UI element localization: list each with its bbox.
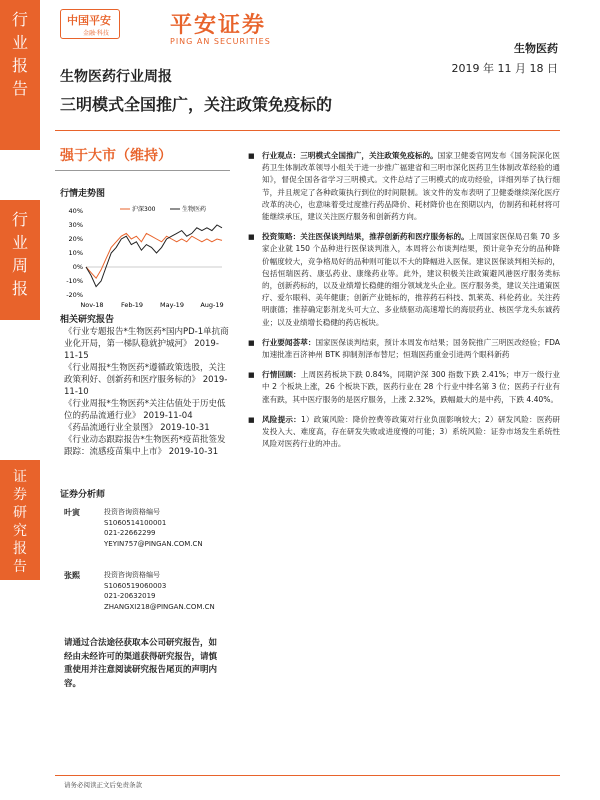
logo-subtext: 金融·科技	[83, 30, 109, 37]
analyst-cert-no: S1060514100001	[104, 518, 167, 527]
ping-an-securities-logo	[170, 8, 271, 46]
series-line	[86, 225, 222, 287]
footer-text: 请务必阅读正文后免责条款	[64, 781, 142, 789]
related-reports-list	[64, 326, 230, 458]
point-body: 上周国家医保局召集 70 多家企业就 150 个品种进行医保谈判准入，本周将公布谈判结果，预计竞争充分的品种降价幅度较大，竞争格局好的品种则可能以不大的降幅进入医保。建议医保谈判相关标的，包括恒瑞医药、康弘药业、康缘药业等。此外，建议积极关注政策避风港医疗服务类标的，创新药标的，以及业绩增长稳健的细分领域龙头企业。医疗服务类，建议关注通策医疗、爱尔眼科、美年健康；创新产业链标的，推荐药石科技、凯莱英、科伦药业。关注药明康德；推荐确定影剂龙头可大立、多业绩驱动高速增长的海辰药业、核医学龙头东诚药业；以及业绩增长稳健的药店板块。	[262, 232, 560, 327]
x-tick-label: Aug-19	[200, 301, 224, 309]
x-tick-label: Feb-19	[120, 301, 144, 309]
point-heading: 风险提示：	[262, 414, 301, 424]
analyst-email[interactable]: YEYIN757@PINGAN.COM.CN	[104, 539, 203, 548]
related-report-item[interactable]: 《行业周报*生物医药*关注估值处于历史低位的药品流通行业》 2019-11-04	[64, 399, 226, 421]
analyst-cert-label: 投资咨询资格编号	[104, 508, 160, 516]
title-divider	[55, 130, 560, 131]
related-report-item[interactable]: 《行业专题报告*生物医药*国内PD-1单抗商业化开局，第一梯队稳就护城河》 2019-11-15	[64, 327, 229, 361]
related-report-item[interactable]: 《行业动态跟踪报告*生物医药*疫苗批签发跟踪：流感疫苗集中上市》 2019-10-31	[64, 435, 226, 457]
legend-label: 生物医药	[182, 206, 207, 213]
sector-label: 生物医药	[514, 42, 558, 55]
point-strategy	[248, 231, 560, 329]
y-tick-label: 40%	[68, 207, 83, 215]
point-heading: 行情回顾：	[262, 370, 301, 380]
related-report-item[interactable]: 《行业周报*生物医药*遵循政策选股，关注政策利好、创新药和医疗服务标的》 2019-11-10	[64, 363, 228, 397]
sidebar-char: 证	[13, 469, 27, 485]
point-heading: 行业观点：三明模式全国推广，关注政策免疫标的。	[262, 151, 438, 160]
y-tick-label: 20%	[68, 235, 83, 243]
sidebar-label-research	[0, 460, 40, 580]
sidebar-char: 究	[13, 523, 27, 539]
trend-heading: 行情走势图	[60, 189, 106, 199]
y-tick-label: 10%	[68, 249, 83, 257]
ping-an-group-logo	[60, 9, 120, 39]
sidebar-char: 行	[11, 10, 28, 29]
logo-en-text: PING AN SECURITIES	[170, 37, 271, 46]
y-tick-label: 30%	[68, 221, 83, 229]
trend-chart	[60, 203, 230, 311]
trend-chart-svg	[60, 203, 230, 311]
point-heading: 行业要闻荟萃：	[262, 337, 316, 347]
legend-label: 沪深300	[132, 206, 156, 213]
logo-text: 中国平安	[67, 14, 111, 27]
point-body: 1）政策风险：降价控费等政策对行业负面影响较大；2）研发风险：医药研发投入大、难度高，存在研发失败或进度慢的可能；3）系统风险：证券市场发生系统性风险对医药行业的冲击。	[262, 414, 560, 449]
sidebar-char: 报	[11, 56, 28, 75]
point-heading: 投资策略：关注医保谈判结果，推荐创新药和医疗服务标的。	[262, 232, 469, 242]
sidebar-char: 券	[13, 487, 27, 503]
x-tick-label: May-19	[160, 301, 184, 309]
left-sidebar	[0, 0, 40, 800]
analyst-cert-label: 投资咨询资格编号	[104, 571, 160, 579]
analyst-tel: 021-22662299	[104, 529, 156, 537]
disclaimer-text: 请通过合法途径获取本公司研究报告，如经由未经许可的渠道获得研究报告，请慎重使用并注意阅读研究报告尾页的声明内容。	[64, 638, 218, 689]
sidebar-label-weekly	[0, 200, 40, 320]
point-market-review	[248, 369, 560, 406]
analyst-info	[104, 507, 203, 549]
sidebar-char: 告	[11, 79, 28, 98]
y-tick-label: -20%	[66, 291, 83, 299]
analyst-name: 叶寅	[64, 508, 80, 517]
sidebar-char: 报	[11, 279, 28, 298]
sidebar-label-industry-report	[0, 0, 40, 150]
point-risk	[248, 414, 560, 451]
related-report-item[interactable]: 《药品流通行业全景图》 2019-10-31	[64, 423, 210, 433]
sidebar-char: 告	[13, 559, 27, 575]
report-title: 三明模式全国推广，关注政策免疫标的	[60, 95, 333, 114]
sidebar-char: 行	[11, 210, 28, 229]
report-type: 生物医药行业周报	[60, 69, 172, 85]
analyst-info	[104, 570, 215, 612]
logo-cn-text: 平安证券	[170, 13, 267, 38]
analyst-name: 张熙	[64, 571, 80, 580]
x-tick-label: Nov-18	[80, 301, 104, 309]
y-tick-label: 0%	[72, 263, 83, 271]
related-heading: 相关研究报告	[60, 315, 115, 325]
key-points	[248, 150, 560, 458]
point-body: 国家卫健委官网发布《国务院深化医药卫生体制改革领导小组关于进一步推广福建省和三明市深化医药卫生体制改革经验的通知》，督促全国各省学习三明模式。文件总结了三明模式的成功经验，详细列举了执行细节，并且规定了各种政策执行到位的时间限制。该文件的发布表明了卫健委继续深化医疗改革的决心，也意味着受过度推行药品降价、耗材降价也在预期以内，仿制药和耗材将可能继续承压，建议关注医疗服务和创新药方向。	[262, 151, 561, 222]
sidebar-char: 业	[11, 33, 28, 52]
analyst-email[interactable]: ZHANGXI218@PINGAN.COM.CN	[104, 602, 215, 611]
point-body: 上周医药板块下跌 0.84%，同期沪深 300 指数下跌 2.41%；申万一级行业中 2 个板块上涨，26 个板块下跌，医药行业在 28 个行业中排名第 3 位；医药子行业有涨有跌，其中医疗服务的是医疗服务，上涨 2.32%，跌幅最大的是中药，下跌 4.40%。	[262, 370, 561, 404]
y-tick-label: -10%	[66, 277, 83, 285]
point-body: 国家医保谈判结束，预计本周发布结果；国务院推广三明医改经验；FDA 加速批准百济神州 BTK 抑制剂泽布替尼；恒瑞医药重金引进两个眼科新药	[262, 337, 560, 360]
rating-divider	[55, 170, 230, 171]
sidebar-char: 研	[13, 505, 27, 521]
footer-divider	[55, 775, 560, 776]
analyst-tel: 021-20632019	[104, 592, 156, 600]
analyst-cert-no: S1060519060003	[104, 581, 167, 590]
point-news	[248, 337, 560, 361]
sidebar-char: 报	[13, 541, 27, 557]
sidebar-char: 业	[11, 233, 28, 252]
point-industry-view	[248, 150, 560, 223]
rating-label: 强于大市（维持）	[60, 148, 172, 164]
series-line	[86, 233, 222, 278]
analyst-heading: 证券分析师	[60, 490, 106, 500]
report-date: 2019 年 11 月 18 日	[451, 62, 558, 75]
sidebar-char: 周	[11, 256, 28, 275]
